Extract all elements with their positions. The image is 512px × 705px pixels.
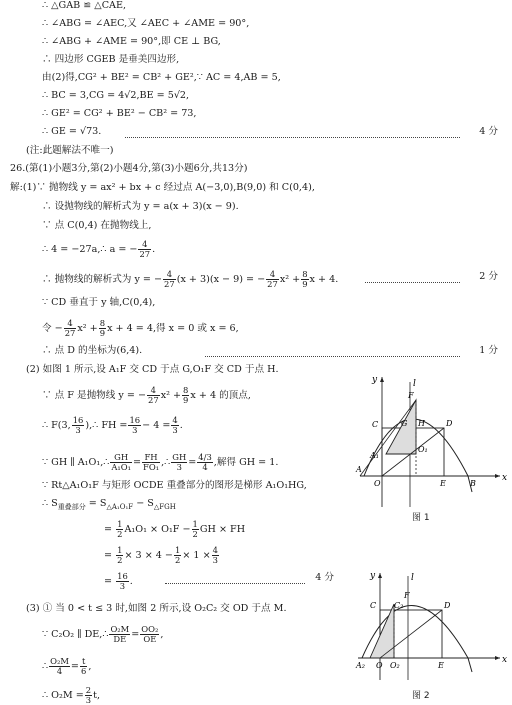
frac-den: 9: [302, 279, 308, 289]
frac-num: FH: [142, 453, 160, 463]
fraction-1-2: [192, 520, 199, 539]
label-d: D: [446, 419, 453, 428]
text-par-b: =: [131, 629, 140, 640]
fraction-oo2-oe: [140, 625, 159, 644]
fraction-8-9: [301, 270, 308, 289]
label-o1: O₁: [418, 445, 428, 454]
frac-den: FO₁: [143, 462, 160, 472]
fraction-t-6: [80, 657, 87, 676]
frac-den: 4: [202, 462, 208, 472]
frac-den: A₁O₁: [111, 462, 131, 472]
frac-num: 4: [212, 545, 218, 555]
text-fh-c: − 4 =: [142, 420, 171, 431]
frac-num: 1: [174, 545, 181, 555]
figure-1-caption: 图 1: [412, 513, 430, 523]
frac-den: 3: [85, 695, 92, 705]
frac-den: 2: [174, 555, 181, 565]
text-area-c: − S: [136, 498, 154, 509]
text-area-sub: 重叠部分: [57, 502, 86, 511]
frac-num: 4: [163, 270, 176, 280]
text-expr-a: ∴ 抛物线的解析式为 y = −: [42, 274, 163, 285]
frac-den: 3: [176, 462, 182, 472]
label-o: O: [374, 479, 381, 488]
label-d: D: [444, 601, 451, 610]
text-vertex-c: x + 4 的顶点,: [190, 390, 251, 401]
line-parabola-expression: [42, 270, 338, 289]
frac-num: OO₂: [141, 624, 159, 634]
label-y: y: [372, 375, 378, 385]
line-area-step1: [104, 520, 245, 539]
text-step1-b: A₁O₁ × O₁F −: [124, 524, 191, 535]
x-axis-arrow: [495, 656, 500, 660]
frac-num: 4: [138, 240, 151, 250]
text-step1-a: =: [104, 524, 113, 535]
line-c2o2-parallel: ∵ C₂O₂ ∥ DE,∴ $\frac{\text{O₂M}}{DE}$ = $\frac{\text{OO₂}}{OE}$ ,: [42, 624, 164, 644]
frac-num: 1: [117, 545, 123, 555]
frac-num: 8: [99, 318, 106, 328]
score-leader: [365, 282, 460, 283]
fraction-8-9: [99, 319, 106, 338]
fraction-4-3-over-4: [197, 453, 212, 472]
text-gh-a: ∵ GH ∥ A₁O₁,∴: [42, 457, 110, 468]
line-gh-parallel: [42, 453, 278, 472]
frac-num: O₂M: [110, 624, 130, 634]
text-solve-x-a: 令 −: [42, 323, 63, 334]
line-part3-intro: (3) ① 当 0 < t ≤ 3 时,如图 2 所示,设 O₂C₂ 交 OD 于点 M.: [26, 603, 287, 614]
line-cd-perp: ∵ CD 垂直于 y 轴,C(0,4),: [42, 297, 156, 308]
line-perpendicular: ∴ ∠ABG + ∠AME = 90°,即 CE ⊥ BG,: [42, 36, 221, 47]
text-step2-c: × 1 ×: [182, 550, 211, 561]
label-x: x: [502, 473, 508, 483]
line-congruent: ∴ △GAB ≌ △CAE,: [42, 0, 127, 11]
frac-den: 3: [119, 581, 126, 591]
fraction-4-27: [64, 319, 77, 338]
fraction-16-3: [72, 416, 85, 435]
frac-num: 1: [192, 519, 198, 529]
label-c2: C₂: [394, 601, 404, 610]
fraction-fh-fo1: [142, 453, 160, 472]
line-area-step2: [104, 546, 220, 565]
text-solve-a: ∴ 4 = −27a,∴ a = −: [42, 244, 138, 255]
frac-den: 4: [56, 666, 63, 676]
text-step2-b: × 3 × 4 −: [124, 550, 173, 561]
fraction-2-3: [85, 686, 92, 705]
fraction-16-3: [116, 572, 129, 591]
text-result-a: =: [104, 576, 113, 587]
figure-1: [350, 372, 510, 512]
label-h: H: [418, 419, 425, 428]
fraction-4-27: [163, 270, 176, 289]
frac-num: 4: [147, 386, 160, 396]
label-f: F: [408, 391, 414, 400]
frac-num: 4: [172, 415, 178, 425]
text-expr-d: x + 4.: [309, 274, 339, 285]
text-fh-b: ),∴ FH =: [85, 420, 128, 431]
line-ge-squared: ∴ GE² = CG² + BE² − CB² = 73,: [42, 108, 197, 119]
line-part2-intro: (2) 如图 1 所示,设 A₁F 交 CD 于点 G,O₁F 交 CD 于点 H.: [26, 364, 279, 375]
fraction-8-9: [182, 386, 189, 405]
line-set-parabola: ∴ 设抛物线的解析式为 y = a(x + 3)(x − 9).: [42, 201, 239, 212]
line-solution-start: 解:(1)∵ 抛物线 y = ax² + bx + c 经过点 A(−3,0),B(9,0) 和 C(0,4),: [10, 182, 315, 193]
line-bc-cg-be: ∴ BC = 3,CG = 4√2,BE = 5√2,: [42, 90, 190, 101]
text-expr-b: (x + 3)(x − 9) = −: [176, 274, 266, 285]
line-ge-result: ∴ GE = √73.: [42, 126, 102, 137]
score-label: 4 分: [479, 126, 498, 137]
text-vertex-a: ∵ 点 F 是抛物线 y = −: [42, 390, 147, 401]
frac-den: 3: [212, 555, 218, 565]
text-step2-a: =: [104, 550, 113, 561]
line-note: (注:此题解法不唯一): [26, 145, 114, 156]
frac-den: 2: [117, 529, 123, 539]
label-e: E: [440, 479, 446, 488]
frac-den: 3: [172, 425, 178, 435]
text-fh-a: ∴ F(3,: [42, 420, 71, 431]
frac-den: 2: [117, 555, 123, 565]
text-ratio-b: =: [70, 661, 79, 672]
score-leader: [125, 137, 460, 138]
text-area-b: = S: [88, 498, 107, 509]
score-leader: [165, 583, 305, 584]
frac-num: 16: [72, 415, 84, 425]
text-area-sub2: △A₁O₁F: [106, 502, 134, 511]
frac-num: 2: [85, 685, 92, 695]
line-vertex: [42, 386, 251, 405]
line-overlap: ∵ Rt△A₁O₁F 与矩形 OCDE 重叠部分的图形是梯形 A₁O₁HG,: [42, 480, 307, 491]
line-angle-equal: ∴ ∠ABG = ∠AEC,又 ∠AEC + ∠AME = 90°,: [42, 18, 250, 29]
text-solve-x-b: x² +: [77, 323, 98, 334]
line-area-result: = $\frac{16}{3}$ .: [104, 571, 133, 591]
label-x: x: [502, 655, 508, 665]
text-area-sub3: △FGH: [153, 502, 176, 511]
line-quadrilateral: ∴ 四边形 CGEB 是垂美四边形,: [42, 54, 180, 65]
frac-den: 27: [267, 279, 278, 289]
frac-num: 16: [129, 415, 141, 425]
frac-den: 6: [80, 666, 87, 676]
line-solve-x: [42, 319, 239, 338]
figure-2-caption: 图 2: [412, 691, 430, 701]
label-c: C: [372, 420, 379, 429]
frac-den: 27: [139, 249, 151, 259]
fraction-4-27: [138, 240, 151, 259]
fraction-16-3: [128, 416, 141, 435]
frac-den: 2: [192, 529, 198, 539]
text-expr-c: x² +: [279, 274, 301, 285]
label-y: y: [370, 571, 376, 581]
frac-den: 27: [148, 395, 159, 405]
text-step1-c: GH × FH: [199, 524, 246, 535]
label-l: l: [413, 379, 416, 389]
text-ratio-a: ∴: [42, 661, 49, 672]
text-area-a: ∴ S: [42, 498, 58, 509]
line-c-on-parabola: ∵ 点 C(0,4) 在抛物线上,: [42, 220, 152, 231]
label-f: F: [404, 591, 410, 600]
text-gh-b: =: [133, 457, 142, 468]
label-l: l: [411, 573, 414, 583]
fraction-o2m-de: [109, 625, 130, 644]
line-area-formula: [42, 498, 176, 510]
frac-num: 1: [117, 519, 123, 529]
score-label: 4 分: [315, 572, 334, 583]
figure-2: [350, 568, 510, 683]
label-a1: A₁: [370, 451, 379, 460]
line-fh: ∴ F(3, $\frac{16}{3}$ ),∴ FH = $\frac{16}{3}$ − 4 = $\frac{4}{3}$ .: [42, 415, 183, 435]
frac-num: t: [81, 656, 86, 666]
label-a2: A₂: [356, 661, 365, 670]
line-point-d: ∴ 点 D 的坐标为(6,4).: [42, 345, 143, 356]
score-label: 2 分: [479, 271, 498, 282]
score-leader: [205, 356, 460, 357]
fraction-4-27: [147, 386, 160, 405]
frac-den: DE: [113, 634, 127, 644]
frac-num: O₂M: [50, 656, 69, 666]
label-g: G: [401, 419, 408, 428]
text-par-a: ∵ C₂O₂ ∥ DE,∴: [42, 629, 109, 640]
fraction-o2m-4: [49, 657, 70, 676]
fraction-1-2: [116, 546, 123, 565]
text-vertex-b: x² +: [160, 390, 182, 401]
frac-den: 3: [132, 425, 138, 435]
question-header: 26.(第(1)小题3分,第(2)小题4分,第(3)小题6分,共13分): [10, 163, 248, 174]
frac-num: 8: [183, 385, 189, 395]
frac-num: 8: [302, 269, 308, 279]
frac-den: 27: [64, 328, 76, 338]
frac-num: GH: [172, 452, 187, 462]
frac-num: GH: [110, 453, 132, 463]
label-o2: O₂: [390, 661, 400, 670]
text-gh-e: ,解得 GH = 1.: [213, 457, 279, 468]
frac-num: 4: [266, 270, 279, 280]
text-o2m-b: t,: [93, 690, 101, 701]
frac-den: 3: [75, 425, 81, 435]
fraction-1-2: [174, 546, 181, 565]
x-axis-arrow: [495, 474, 500, 478]
frac-den: 27: [164, 279, 175, 289]
fraction-gh-a1o1: [110, 453, 132, 472]
label-e: E: [438, 661, 444, 670]
score-label: 1 分: [479, 345, 498, 356]
label-a: A: [356, 465, 362, 474]
line-ratio: ∴ $\frac{\text{O₂M}}{4}$ = $\frac{t}{6}$ ,: [42, 656, 92, 676]
frac-num: 4/3: [198, 452, 212, 462]
text-gh-c: ,∴: [161, 457, 171, 468]
fraction-4-27: [266, 270, 279, 289]
label-c: C: [370, 601, 377, 610]
fraction-gh-3: [171, 453, 187, 472]
line-solve-a: ∴ 4 = −27a,∴ a = − $\frac{4}{27}$ .: [42, 239, 156, 259]
frac-num: 16: [117, 571, 128, 581]
label-o: O: [376, 661, 383, 670]
line-o2m: [42, 686, 100, 705]
line-from-2: 由(2)得,CG² + BE² = CB² + GE²,∵ AC = 4,AB = 5,: [42, 72, 281, 83]
frac-den: 9: [99, 328, 106, 338]
text-gh-d: =: [188, 457, 197, 468]
y-axis-arrow: [378, 573, 382, 578]
label-b: B: [470, 479, 476, 488]
fraction-1-2: [116, 520, 123, 539]
frac-num: 4: [64, 319, 77, 329]
frac-den: OE: [143, 634, 157, 644]
fraction-4-3: [171, 416, 178, 435]
y-axis-arrow: [380, 377, 384, 382]
frac-den: 9: [183, 395, 189, 405]
text-o2m-a: ∴ O₂M =: [42, 690, 84, 701]
fraction-4-3: [212, 546, 219, 565]
text-solve-x-c: x + 4 = 4,得 x = 0 或 x = 6,: [107, 323, 239, 334]
